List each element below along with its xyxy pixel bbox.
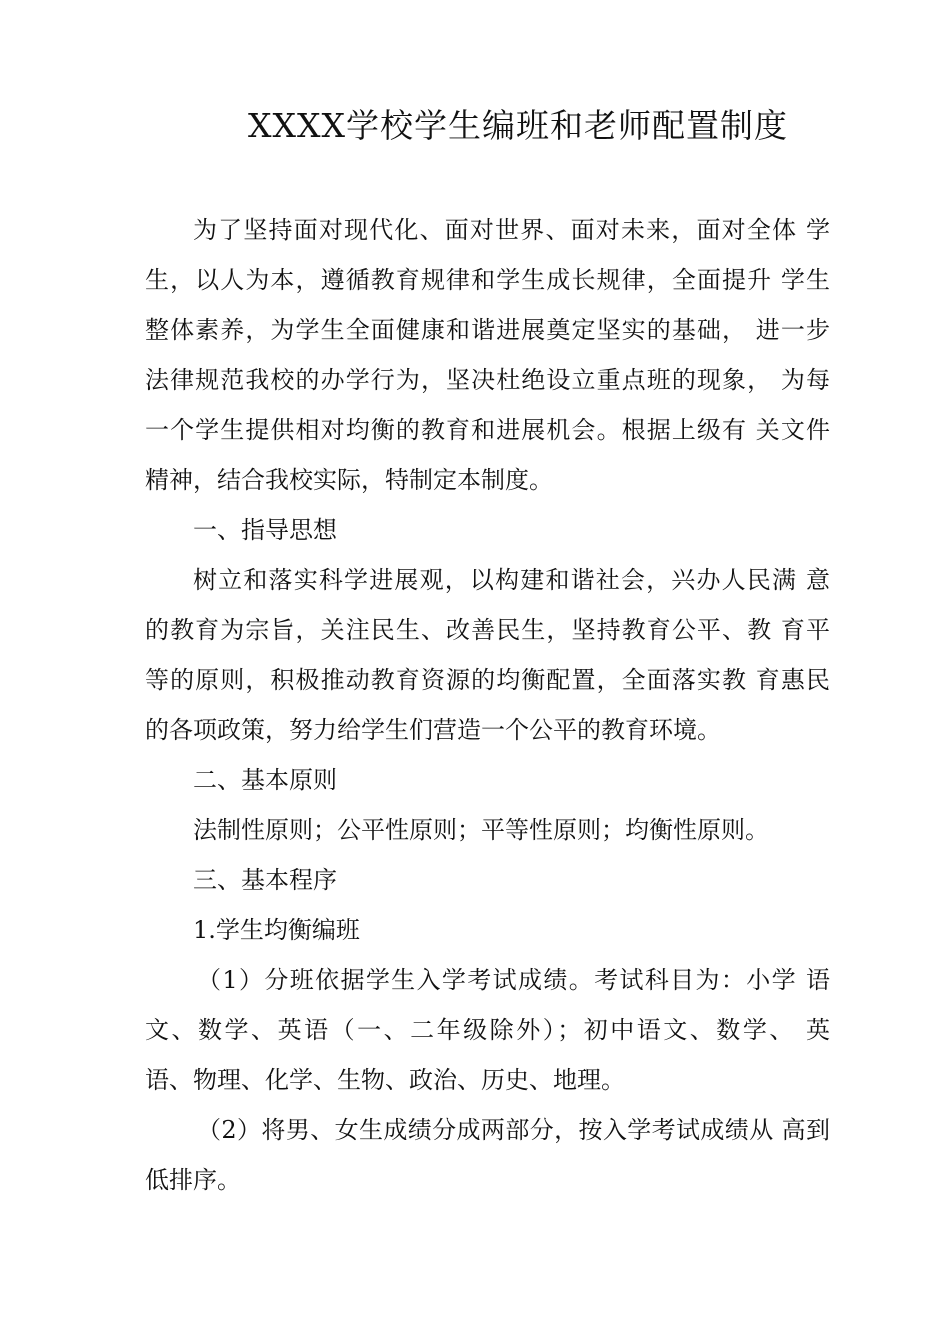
guiding-thought-line: 的教育为宗旨，关注民生、改善民生，坚持教育公平、教 育平	[145, 616, 830, 644]
procedure-item-2-line: （2）将男、女生成绩分成两部分，按入学考试成绩从 高到	[197, 1116, 830, 1144]
procedure-item-1	[145, 955, 830, 1105]
section-heading-basic-principles: 二、基本原则	[193, 766, 337, 794]
intro-line: 一个学生提供相对均衡的教育和进展机会。根据上级有 关文件	[145, 416, 830, 444]
procedure-item-2-line: 低排序。	[145, 1166, 241, 1194]
procedure-item-1-line: 语、物理、化学、生物、政治、历史、地理。	[145, 1066, 625, 1094]
subheading-student-grouping: 1.学生均衡编班	[193, 916, 360, 944]
intro-line: 精神，结合我校实际，特制定本制度。	[145, 466, 553, 494]
procedure-item-1-line: 文、数学、英语（一、二年级除外）；初中语文、数学、 英	[145, 1016, 830, 1044]
guiding-thought-line: 的各项政策，努力给学生们营造一个公平的教育环境。	[145, 716, 721, 744]
section-heading-basic-procedure: 三、基本程序	[193, 866, 337, 894]
intro-line: 生，以人为本，遵循教育规律和学生成长规律，全面提升 学生	[145, 266, 830, 294]
document-title: XXXX学校学生编班和老师配置制度	[248, 106, 788, 145]
section-heading-guiding-thought: 一、指导思想	[193, 516, 337, 544]
document-body	[145, 205, 830, 1205]
intro-line: 整体素养，为学生全面健康和谐进展奠定坚实的基础， 进一步	[145, 316, 830, 344]
guiding-thought-line: 等的原则，积极推动教育资源的均衡配置，全面落实教 育惠民	[145, 666, 830, 694]
procedure-item-1-line: （1）分班依据学生入学考试成绩。考试科目为：小学 语	[197, 966, 830, 994]
intro-line: 为了坚持面对现代化、面对世界、面对未来，面对全体 学	[193, 216, 830, 244]
guiding-thought-paragraph	[145, 555, 830, 755]
procedure-item-2	[145, 1105, 830, 1205]
guiding-thought-line: 树立和落实科学进展观，以构建和谐社会，兴办人民满 意	[193, 566, 830, 594]
basic-principles-text: 法制性原则；公平性原则；平等性原则；均衡性原则。	[193, 816, 769, 844]
intro-line: 法律规范我校的办学行为，坚决杜绝设立重点班的现象， 为每	[145, 366, 830, 394]
intro-paragraph	[145, 205, 830, 505]
